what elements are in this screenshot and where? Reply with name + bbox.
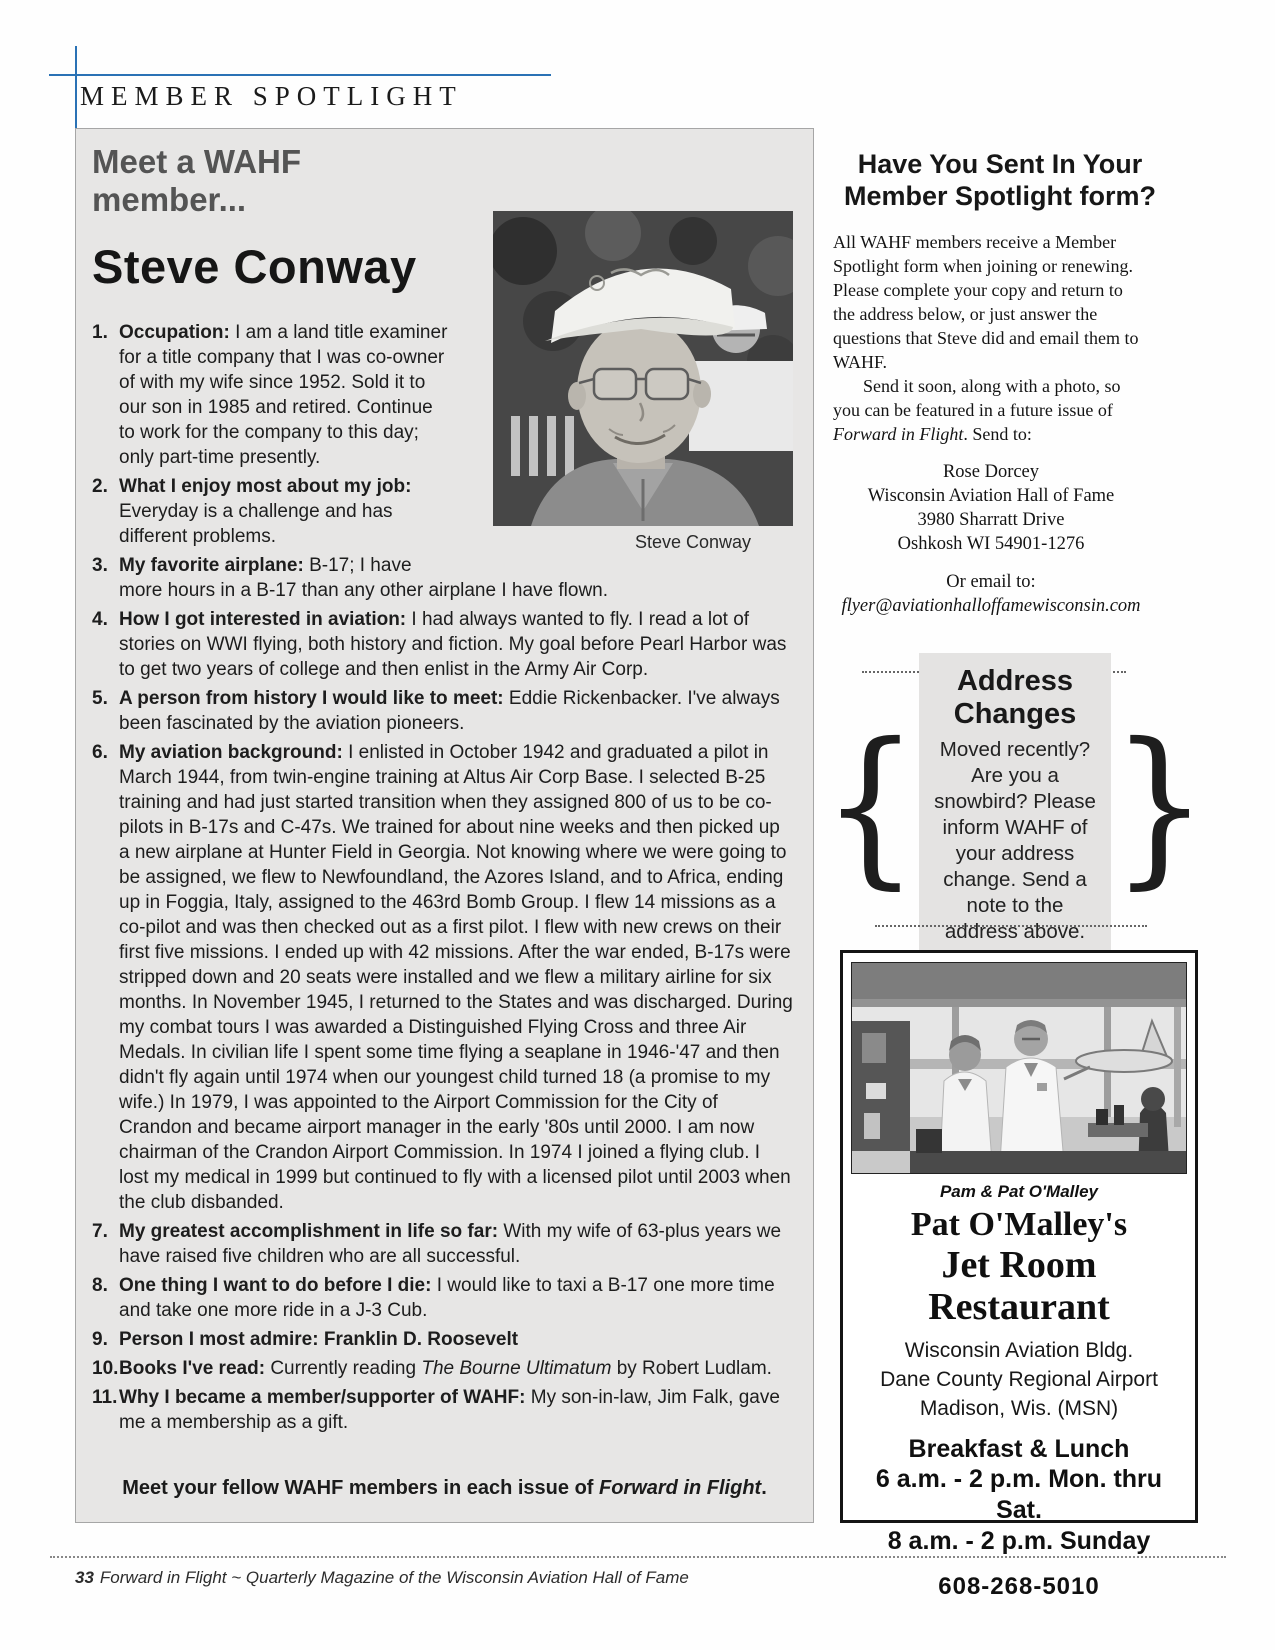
qa-item	[92, 686, 793, 736]
item-label: What I enjoy most about my job:	[119, 476, 412, 497]
footer-dotted-rule	[50, 1556, 1226, 1558]
right-brace-decoration: }	[1111, 706, 1208, 905]
address-changes-title: Address Changes	[953, 665, 1077, 730]
item-text: Everyday is a challenge and has different problems.	[119, 501, 393, 547]
qa-item: 10. Books I've read: Currently reading The Bourne Ultimatum by Robert Ludlam.	[92, 1358, 772, 1379]
qa-item	[92, 1219, 793, 1269]
item-text: I would like to taxi a B-17 one more time and take one more ride in a J-3 Cub.	[119, 1275, 775, 1321]
address-street: 3980 Sharratt Drive	[917, 510, 1065, 530]
item-label: My favorite airplane:	[119, 555, 304, 576]
item-number: 8.	[92, 1275, 108, 1296]
item-number: 7.	[92, 1221, 108, 1242]
address-name: Rose Dorcey	[942, 462, 1040, 482]
blue-horizontal-rule	[49, 74, 551, 76]
email-address: flyer@aviationhalloffamewisconsin.com	[841, 596, 1141, 616]
page-footer: 33 Forward in Flight ~ Quarterly Magazine of the Wisconsin Aviation Hall of Fame	[75, 1568, 689, 1587]
member-name-heading: Steve Conway	[92, 240, 417, 293]
form-reminder-body	[833, 230, 1149, 618]
item-number: 11.	[92, 1387, 118, 1408]
qa-item	[92, 1327, 793, 1352]
item-label: Person I most admire: Franklin D. Roosevelt	[119, 1329, 519, 1350]
item-text: Eddie Rickenbacker. I've always been fascinated by the aviation pioneers.	[119, 688, 780, 734]
item-number: 4.	[92, 609, 108, 630]
jet-room-photo-drawing	[852, 963, 1187, 1174]
item-text: I enlisted in October 1942 and graduated a pilot in March 1944, from twin-engine training at Altus Air Corp Base. I selected B-25 training and had just started transition when they assigned 800 of us to be co-pilots in B-17s and C-47s. We trained for about nine weeks and then picked up a new airplane at Hunter Field in Georgia. Not knowing where we were going to be assigned, we flew to Newfoundland, the Azores Island, and to Africa, ending up in Foggia, Italy, assigned to the 463rd Bomb Group. I flew 14 missions as a co-pilot and was then checked out as a first pilot. I flew with new crews on their first five missions. I ended up with 42 missions. After the war ended, B-17s were stripped down and 20 seats were installed and we flew a military airline for six months. In November 1945, I returned to the States and was discharged. During my combat tours I was awarded a Distinguished Flying Cross and three Air Medals. In civilian life I spent some time flying a seaplane in 1946-'47 and then didn't fly again until 1974 when our youngest child turned 18 (a promise to my wife.) In 1979, I was appointed to the Airport Commission for the City of Crandon and became airport manager in the early '80s until 2000. I am now chairman of the Crandon Airport Commission. In 1974 I joined a flying club. I lost my medical in 1999 but continued to fly with a licensed pilot until 2003 when the club disbanded.	[119, 742, 793, 1213]
address-city: Oshkosh WI 54901-1276	[897, 534, 1085, 554]
item-text: I had always wanted to fly. I read a lot of stories on WWI flying, both history and fiction. My goal before Pearl Harbor was to get two years of college and then enlist in the Army Air Corp.	[119, 609, 787, 680]
form-paragraph-2: Send it soon, along with a photo, so you can be featured in a future issue of Forward in Flight. Send to:	[833, 376, 1121, 444]
item-label: One thing I want to do before I die:	[119, 1275, 432, 1296]
page-number: 33	[75, 1568, 94, 1587]
jet-room-restaurant-ad	[840, 950, 1198, 1600]
ad-photo-caption: Pam & Pat O'Malley	[939, 1182, 1099, 1201]
item-label: Books I've read:	[119, 1358, 266, 1379]
item-label: A person from history I would like to meet:	[119, 688, 504, 709]
email-block	[833, 570, 1149, 618]
ad-title-line2: Jet Room Restaurant	[928, 1244, 1110, 1328]
form-paragraph-1: All WAHF members receive a Member Spotlight form when joining or renewing. Please complete your copy and return to the address below, or just answer the questions that Steve did and email them to WAHF.	[833, 232, 1139, 372]
address-org: Wisconsin Aviation Hall of Fame	[867, 486, 1115, 506]
item-text: Currently reading	[270, 1358, 422, 1379]
dotted-divider	[875, 925, 1147, 927]
question-list	[92, 320, 793, 1435]
qa-item	[92, 1385, 793, 1435]
photo-caption: Steve Conway	[634, 532, 751, 552]
item-number: 9.	[92, 1329, 108, 1350]
item-number: 6.	[92, 742, 108, 763]
qa-item	[92, 740, 793, 1215]
item-number: 1.	[92, 322, 108, 343]
qa-item	[92, 553, 793, 603]
item-text: B-17; I have more hours in a B-17 than any other airplane I have flown.	[119, 555, 609, 601]
ad-phone-number: 608-268-5010	[938, 1573, 1100, 1600]
form-reminder-title: Have You Sent In Your Member Spotlight form?	[844, 149, 1156, 211]
item-label: Occupation:	[119, 322, 230, 343]
item-text: With my wife of 63-plus years we have raised five children who are all successful.	[119, 1221, 782, 1267]
ad-address: Wisconsin Aviation Bldg. Dane County Regional Airport Madison, Wis. (MSN)	[880, 1339, 1158, 1420]
address-changes-text: Moved recently? Are you a snowbird? Please inform WAHF of your address change. Send a note to the address above.	[934, 738, 1096, 943]
ad-title-line1: Pat O'Malley's	[910, 1206, 1128, 1243]
member-spotlight-box	[75, 128, 814, 1523]
qa-item	[92, 1273, 793, 1323]
ad-hours-title: Breakfast & Lunch	[908, 1435, 1130, 1463]
mailing-address	[833, 460, 1149, 556]
address-changes-section	[822, 665, 1208, 943]
address-changes-box	[919, 653, 1112, 959]
ad-hours-line2: 8 a.m. - 2 p.m. Sunday	[887, 1527, 1151, 1555]
eyebrow-heading: Meet a WAHF member...	[92, 143, 302, 218]
jet-room-photo	[851, 962, 1187, 1174]
item-label: My greatest accomplishment in life so far:	[119, 1221, 499, 1242]
qa-item	[92, 474, 793, 549]
qa-item	[92, 607, 793, 682]
item-label: Why I became a member/supporter of WAHF:	[119, 1387, 526, 1408]
item-text: My son-in-law, Jim Falk, gave me a membership as a gift.	[119, 1387, 780, 1433]
item-number: 10.	[92, 1358, 119, 1379]
item-number: 2.	[92, 476, 108, 497]
section-kicker: MEMBER SPOTLIGHT	[80, 81, 463, 111]
item-label: How I got interested in aviation:	[119, 609, 407, 630]
ad-hours-line1: 6 a.m. - 2 p.m. Mon. thru Sat.	[875, 1465, 1163, 1524]
item-number: 3.	[92, 555, 108, 576]
item-number: 5.	[92, 688, 108, 709]
email-label: Or email to:	[946, 572, 1036, 592]
item-text: I am a land title examiner for a title company that I was co-owner of with my wife since 1952. Sold it to our son in 1985 and retired. Continue to work for the company to this day; only part-time presently.	[119, 322, 448, 468]
blue-vertical-rule	[75, 46, 77, 130]
box-footer-line: Meet your fellow WAHF members in each issue of Forward in Flight.	[122, 1477, 767, 1499]
item-label: My aviation background:	[119, 742, 343, 763]
qa-item	[92, 320, 793, 470]
left-brace-decoration: {	[822, 706, 919, 905]
